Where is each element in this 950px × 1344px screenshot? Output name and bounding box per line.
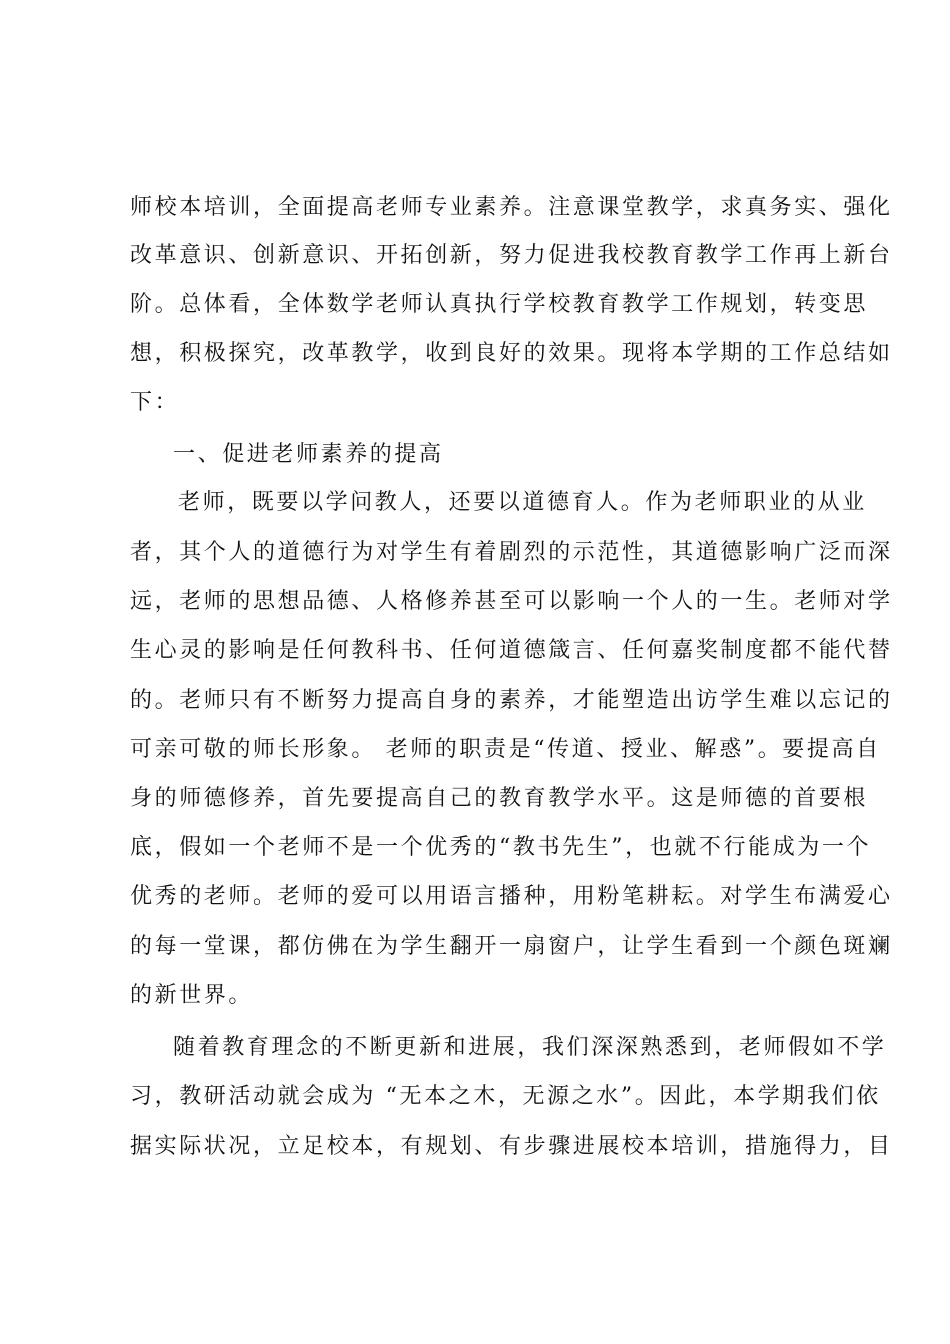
text-line: 的。老师只有不断努力提高自身的素养，才能塑造出访学生难以忘记的 (130, 688, 893, 713)
paragraph-first-line: 随着教育理念的不断更新和进展，我们深深熟悉到，老师假如不学 (173, 1035, 887, 1060)
text-line: 的新世界。 (130, 983, 254, 1008)
text-line: 远，老师的思想品德、人格修养甚至可以影响一个人的一生。老师对学 (130, 589, 893, 614)
text-line: 生心灵的影响是任何教科书、任何道德箴言、任何嘉奖制度都不能代替 (130, 638, 893, 663)
text-line: 据实际状况，立足校本，有规划、有步骤进展校本培训，措施得力，目 (130, 1134, 893, 1159)
text-line: 底，假如一个老师不是一个优秀的“教书先生”，也就不行能成为一个 (130, 835, 872, 860)
text-line: 改革意识、创新意识、开拓创新，努力促进我校教育教学工作再上新台 (130, 243, 893, 268)
section-heading: 一、促进老师素养的提高 (173, 442, 444, 467)
text-line: 师校本培训，全面提高老师专业素养。注意课堂教学，求真务实、强化 (130, 195, 893, 220)
text-line: 优秀的老师。老师的爱可以用语言播种，用粉笔耕耘。对学生布满爱心 (130, 884, 893, 909)
text-line: 阶。总体看，全体数学老师认真执行学校教育教学工作规划，转变思 (130, 292, 869, 317)
text-line: 的每一堂课，都仿佛在为学生翻开一扇窗户，让学生看到一个颜色斑斓 (130, 934, 893, 959)
text-line: 想，积极探究，改革教学，收到良好的效果。现将本学期的工作总结如 (130, 341, 893, 366)
text-line: 者，其个人的道德行为对学生有着剧烈的示范性，其道德影响广泛而深 (130, 540, 893, 565)
text-line: 可亲可敬的师长形象。 老师的职责是“传道、授业、解惑”。要提高自 (130, 737, 881, 762)
text-line: 习，教研活动就会成为 “无本之木，无源之水”。因此，本学期我们依 (130, 1084, 881, 1109)
paragraph-first-line: 老师，既要以学问教人，还要以道德育人。作为老师职业的从业 (178, 490, 867, 515)
text-line: 身的师德修养，首先要提高自己的教育教学水平。这是师德的首要根 (130, 786, 869, 811)
text-line: 下： (130, 390, 180, 415)
